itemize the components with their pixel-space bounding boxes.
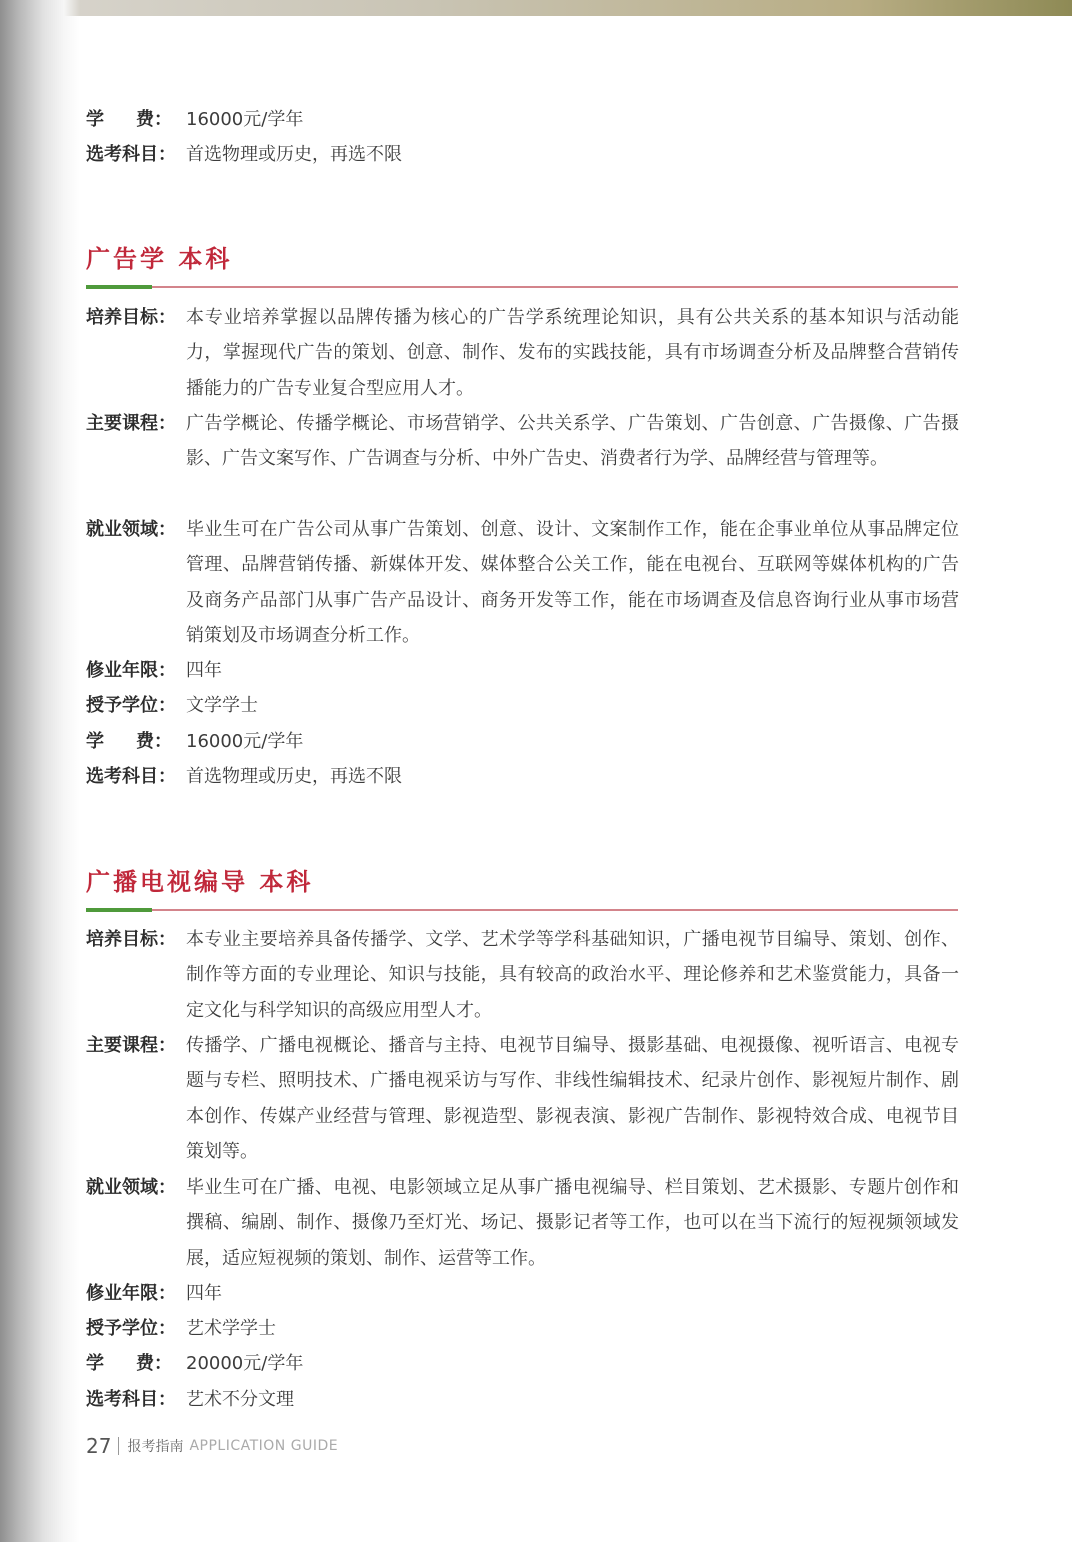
footer-divider	[118, 1437, 119, 1455]
subjects-row	[86, 137, 959, 172]
career-label: 就业领域：	[86, 519, 176, 540]
goal-label: 培养目标：	[86, 929, 176, 950]
years-value: 四年	[186, 1283, 222, 1304]
section-title-broadcast-directing: 广播电视编导 本科	[86, 868, 314, 896]
tuition-row	[86, 102, 959, 137]
tuition-row	[86, 1346, 959, 1381]
career-value: 毕业生可在广播、电视、电影领域立足从事广播电视编导、栏目策划、艺术摄影、专题片创作和撰稿、编剧、制作、摄像乃至灯光、场记、摄影记者等工作，也可以在当下流行的短视频领域发展，适应短视频的策划、制作、运营等工作。	[186, 1177, 959, 1269]
courses-row	[86, 406, 959, 477]
page-footer	[86, 1432, 338, 1460]
tuition-row	[86, 724, 959, 759]
career-row	[86, 1170, 959, 1276]
career-label: 就业领域：	[86, 1177, 176, 1198]
years-label: 修业年限：	[86, 660, 176, 681]
tuition-label-a: 学	[86, 1353, 104, 1374]
section-title-advertising: 广告学 本科	[86, 245, 233, 273]
tuition-label-a: 学	[86, 109, 104, 130]
tuition-value: 20000元/学年	[186, 1353, 304, 1374]
years-row	[86, 653, 959, 688]
courses-label: 主要课程：	[86, 1035, 176, 1056]
degree-value: 艺术学学士	[186, 1318, 276, 1339]
tuition-value: 16000元/学年	[186, 109, 304, 130]
footer-guide-en: APPLICATION GUIDE	[189, 1438, 339, 1454]
subjects-value: 首选物理或历史，再选不限	[186, 766, 402, 787]
degree-row	[86, 688, 959, 723]
degree-label: 授予学位：	[86, 695, 176, 716]
footer-guide-cn: 报考指南	[127, 1439, 184, 1455]
years-row	[86, 1276, 959, 1311]
degree-label: 授予学位：	[86, 1318, 176, 1339]
goal-row	[86, 922, 959, 1028]
courses-label: 主要课程：	[86, 413, 176, 434]
tuition-label-b: 费：	[136, 1353, 172, 1374]
section-rule-accent	[86, 285, 152, 289]
goal-value: 本专业培养掌握以品牌传播为核心的广告学系统理论知识，具有公共关系的基本知识与活动能力，掌握现代广告的策划、创意、制作、发布的实践技能，具有市场调查分析及品牌整合营销传播能力的广告专业复合型应用人才。	[186, 307, 959, 399]
degree-row	[86, 1311, 959, 1346]
subjects-value: 首选物理或历史，再选不限	[186, 144, 402, 165]
tuition-label-a: 学	[86, 731, 104, 752]
career-row	[86, 512, 959, 653]
tuition-label-b: 费：	[136, 731, 172, 752]
subjects-label: 选考科目：	[86, 1389, 176, 1410]
courses-value: 传播学、广播电视概论、播音与主持、电视节目编导、摄影基础、电视摄像、视听语言、电视专题与专栏、照明技术、广播电视采访与写作、非线性编辑技术、纪录片创作、影视短片制作、剧本创作、传媒产业经营与管理、影视造型、影视表演、影视广告制作、影视特效合成、电视节目策划等。	[186, 1035, 959, 1162]
subjects-label: 选考科目：	[86, 766, 176, 787]
years-label: 修业年限：	[86, 1283, 176, 1304]
section-rule	[86, 286, 958, 288]
goal-label: 培养目标：	[86, 307, 176, 328]
subjects-value: 艺术不分文理	[186, 1389, 294, 1410]
goal-value: 本专业主要培养具备传播学、文学、艺术学等学科基础知识，广播电视节目编导、策划、创作、制作等方面的专业理论、知识与技能，具有较高的政治水平、理论修养和艺术鉴赏能力，具备一定文化与科学知识的高级应用型人才。	[186, 929, 959, 1021]
subjects-label: 选考科目：	[86, 144, 176, 165]
tuition-label-b: 费：	[136, 109, 172, 130]
courses-row	[86, 1028, 959, 1169]
subjects-row	[86, 759, 959, 794]
years-value: 四年	[186, 660, 222, 681]
degree-value: 文学学士	[186, 695, 258, 716]
subjects-row	[86, 1382, 959, 1417]
section-rule	[86, 909, 958, 911]
page-number: 27	[86, 1434, 112, 1458]
courses-value: 广告学概论、传播学概论、市场营销学、公共关系学、广告策划、广告创意、广告摄像、广告摄影、广告文案写作、广告调查与分析、中外广告史、消费者行为学、品牌经营与管理等。	[186, 413, 959, 470]
tuition-value: 16000元/学年	[186, 731, 304, 752]
section-rule-accent	[86, 908, 152, 912]
goal-row	[86, 300, 959, 406]
career-value: 毕业生可在广告公司从事广告策划、创意、设计、文案制作工作，能在企事业单位从事品牌定位管理、品牌营销传播、新媒体开发、媒体整合公关工作，能在电视台、互联网等媒体机构的广告及商务产品部门从事广告产品设计、商务开发等工作，能在市场调查及信息咨询行业从事市场营销策划及市场调查分析工作。	[186, 519, 959, 646]
